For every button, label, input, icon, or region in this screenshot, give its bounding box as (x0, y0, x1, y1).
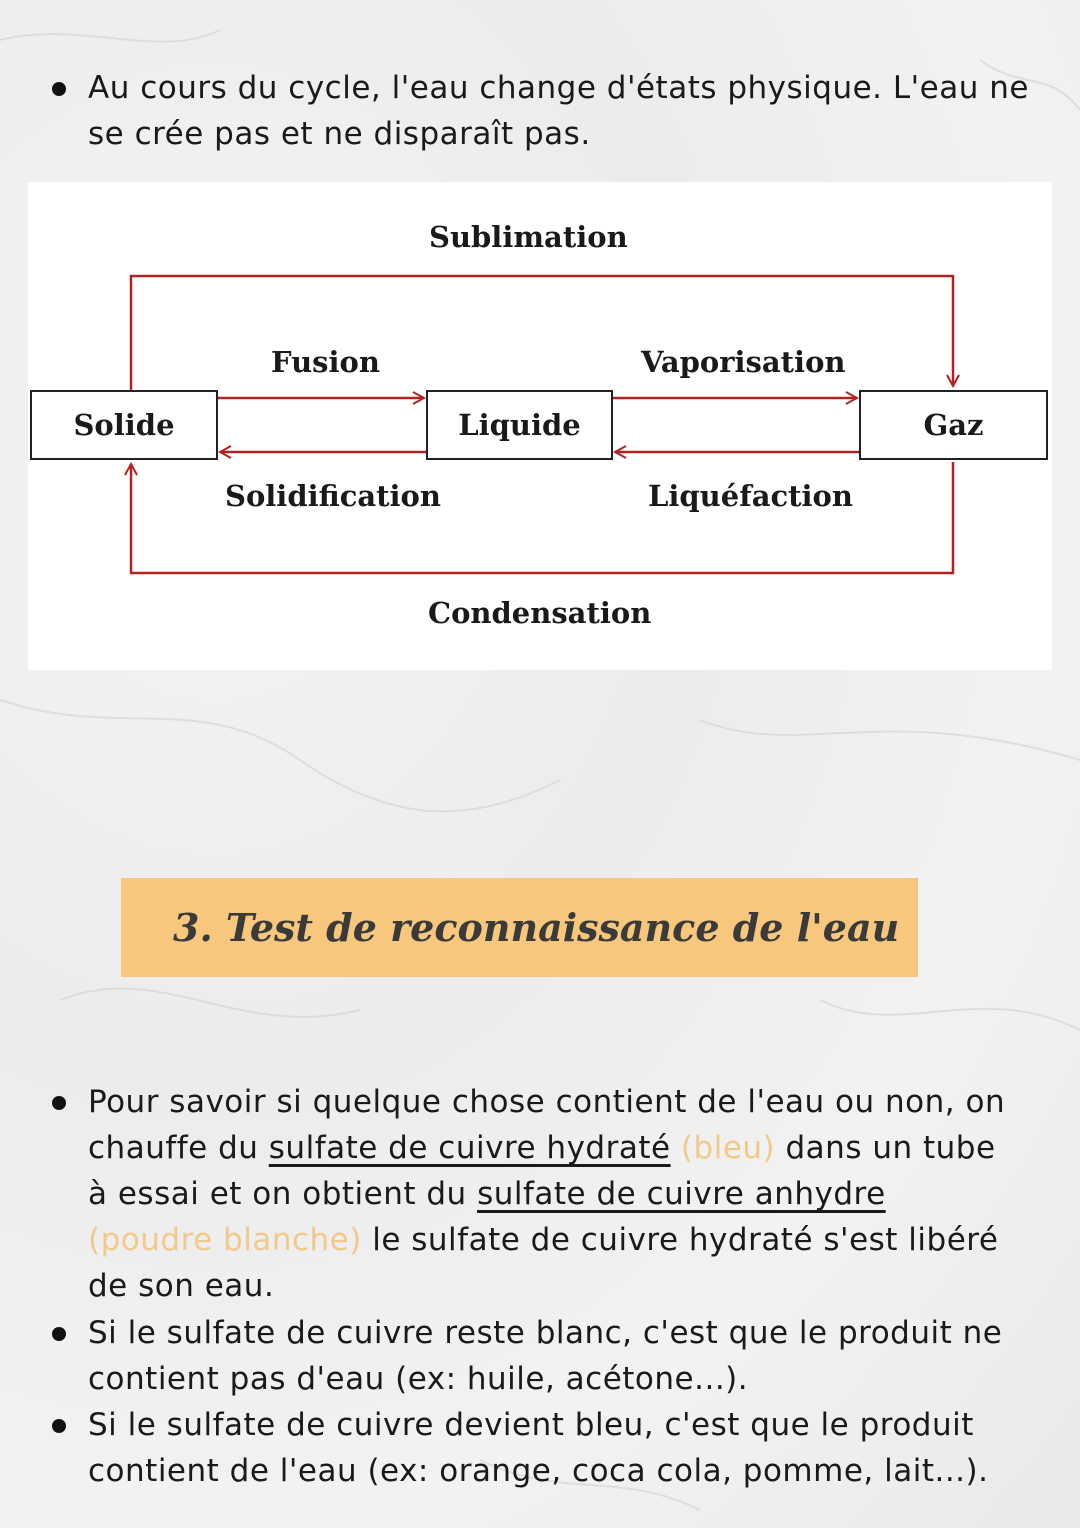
bullet-dot (52, 1419, 66, 1433)
body-line-4 (88, 1222, 998, 1258)
state-gas-box (859, 390, 1048, 460)
body-line-1: Pour savoir si quelque chose contient de l'eau ou non, on (88, 1084, 1006, 1120)
text: dans un tube (775, 1130, 996, 1166)
section-heading-band (121, 878, 918, 977)
bullet-dot (52, 1327, 66, 1341)
label-condensation: Condensation (428, 596, 652, 630)
text: le sulfate de cuivre hydraté s'est libéré (361, 1222, 999, 1258)
color-hint: (bleu) (670, 1130, 776, 1166)
text: à essai et on obtient du (88, 1176, 478, 1212)
color-hint: (poudre blanche) (88, 1222, 362, 1258)
label-vaporisation: Vaporisation (641, 345, 846, 379)
label-fusion: Fusion (271, 345, 380, 379)
body-line-9: contient de l'eau (ex: orange, coca cola, pomme, lait...). (88, 1453, 989, 1489)
body-line-7: contient pas d'eau (ex: huile, acétone...). (88, 1361, 749, 1397)
state-liquid-box (426, 390, 613, 460)
label-sublimation: Sublimation (429, 220, 628, 254)
state-gas-label: Gaz (923, 408, 984, 442)
body-line-8: Si le sulfate de cuivre devient bleu, c'est que le produit (88, 1407, 974, 1443)
text: chauffe du (88, 1130, 269, 1166)
bullet-dot (52, 1096, 66, 1110)
body-line-5: de son eau. (88, 1268, 275, 1304)
underlined-term: sulfate de cuivre hydraté (268, 1130, 671, 1166)
label-liquefaction: Liquéfaction (648, 479, 853, 513)
body-line-6: Si le sulfate de cuivre reste blanc, c'est que le produit ne (88, 1315, 1003, 1351)
state-solid-label: Solide (73, 408, 175, 442)
intro-line-1: Au cours du cycle, l'eau change d'états physique. L'eau ne (88, 70, 1029, 106)
bullet-dot (52, 82, 66, 96)
body-line-3 (88, 1176, 886, 1212)
intro-line-2: se crée pas et ne disparaît pas. (88, 116, 591, 152)
underlined-term: sulfate de cuivre anhydre (477, 1176, 886, 1212)
state-liquid-label: Liquide (458, 408, 581, 442)
section-title: 3. Test de reconnaissance de l'eau (173, 905, 900, 950)
label-solidification: Solidification (225, 479, 441, 513)
state-solid-box (30, 390, 218, 460)
state-change-diagram (28, 182, 1052, 670)
body-line-2 (88, 1130, 996, 1166)
